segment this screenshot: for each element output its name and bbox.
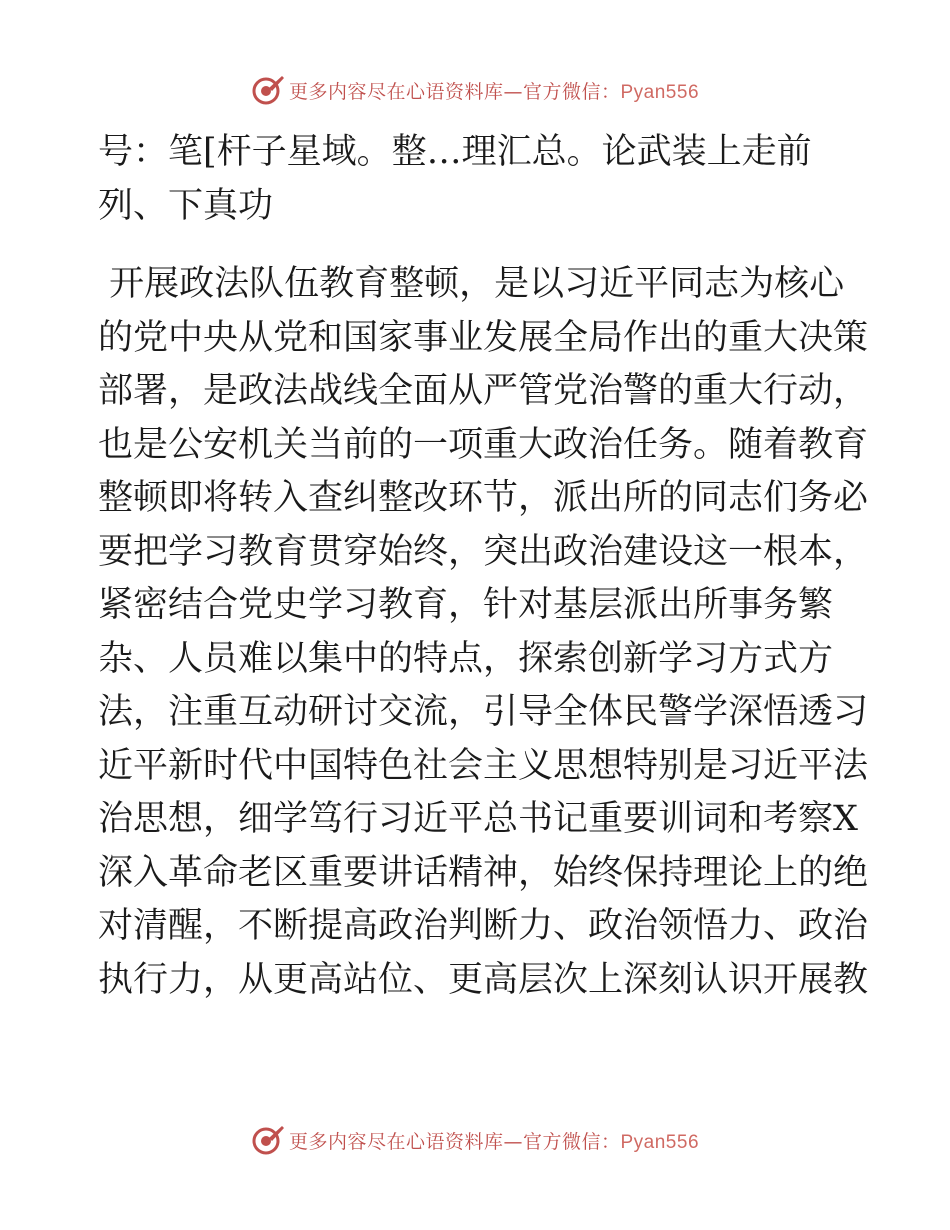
body-line: 也是公安机关当前的一项重大政治任务。随着教育 <box>98 424 869 465</box>
header-banner <box>0 70 950 110</box>
body-line: 近平新时代中国特色社会主义思想特别是习近平法 <box>98 745 869 786</box>
header-banner-official: 官方微信： <box>522 80 621 103</box>
body-paragraph <box>98 258 869 1007</box>
header-banner-account: Pyan556 <box>620 81 700 103</box>
body-line: 整顿即将转入查纠整改环节，派出所的同志们务必 <box>98 478 869 518</box>
body-line: 杂、人员难以集中的特点，探索创新学习方式方 <box>98 638 834 679</box>
brush-logo-icon <box>251 73 285 107</box>
body-line: 开展政法队伍教育整顿，是以习近平同志为核心 <box>98 264 845 304</box>
header-banner-dash: — <box>503 80 523 103</box>
footer-banner-text <box>289 1127 699 1154</box>
heading-line: 列、下真功 <box>98 185 274 226</box>
body-line: 执行力，从更高站位、更高层次上深刻认识开展教 <box>98 959 869 1000</box>
footer-banner-official: 官方微信： <box>522 1130 621 1153</box>
header-banner-title: 更多内容尽在心语资料库 <box>288 80 504 103</box>
footer-banner <box>0 1120 950 1160</box>
body-line: 法，注重互动研讨交流，引导全体民警学深悟透习 <box>98 692 869 732</box>
body-line: 治思想，细学笃行习近平总书记重要训词和考察X <box>98 799 858 839</box>
body-line: 要把学习教育贯穿始终，突出政治建设这一根本， <box>98 531 869 572</box>
heading <box>98 126 858 233</box>
brush-logo-icon <box>251 1123 285 1157</box>
body-line: 的党中央从党和国家事业发展全局作出的重大决策 <box>98 317 869 358</box>
body-line: 深入革命老区重要讲话精神，始终保持理论上的绝 <box>98 852 869 893</box>
heading-line: 号：笔[杆子星域。整…理汇总。论武装上走前 <box>98 132 812 172</box>
body-line: 部署，是政法战线全面从严管党治警的重大行动， <box>98 371 869 411</box>
header-banner-text <box>289 77 699 104</box>
footer-banner-account: Pyan556 <box>620 1131 700 1153</box>
footer-banner-title: 更多内容尽在心语资料库 <box>288 1130 504 1153</box>
body-line: 紧密结合党史学习教育，针对基层派出所事务繁 <box>98 585 834 625</box>
footer-banner-dash: — <box>503 1130 523 1153</box>
body-line: 对清醒，不断提高政治判断力、政治领悟力、政治 <box>98 906 869 946</box>
